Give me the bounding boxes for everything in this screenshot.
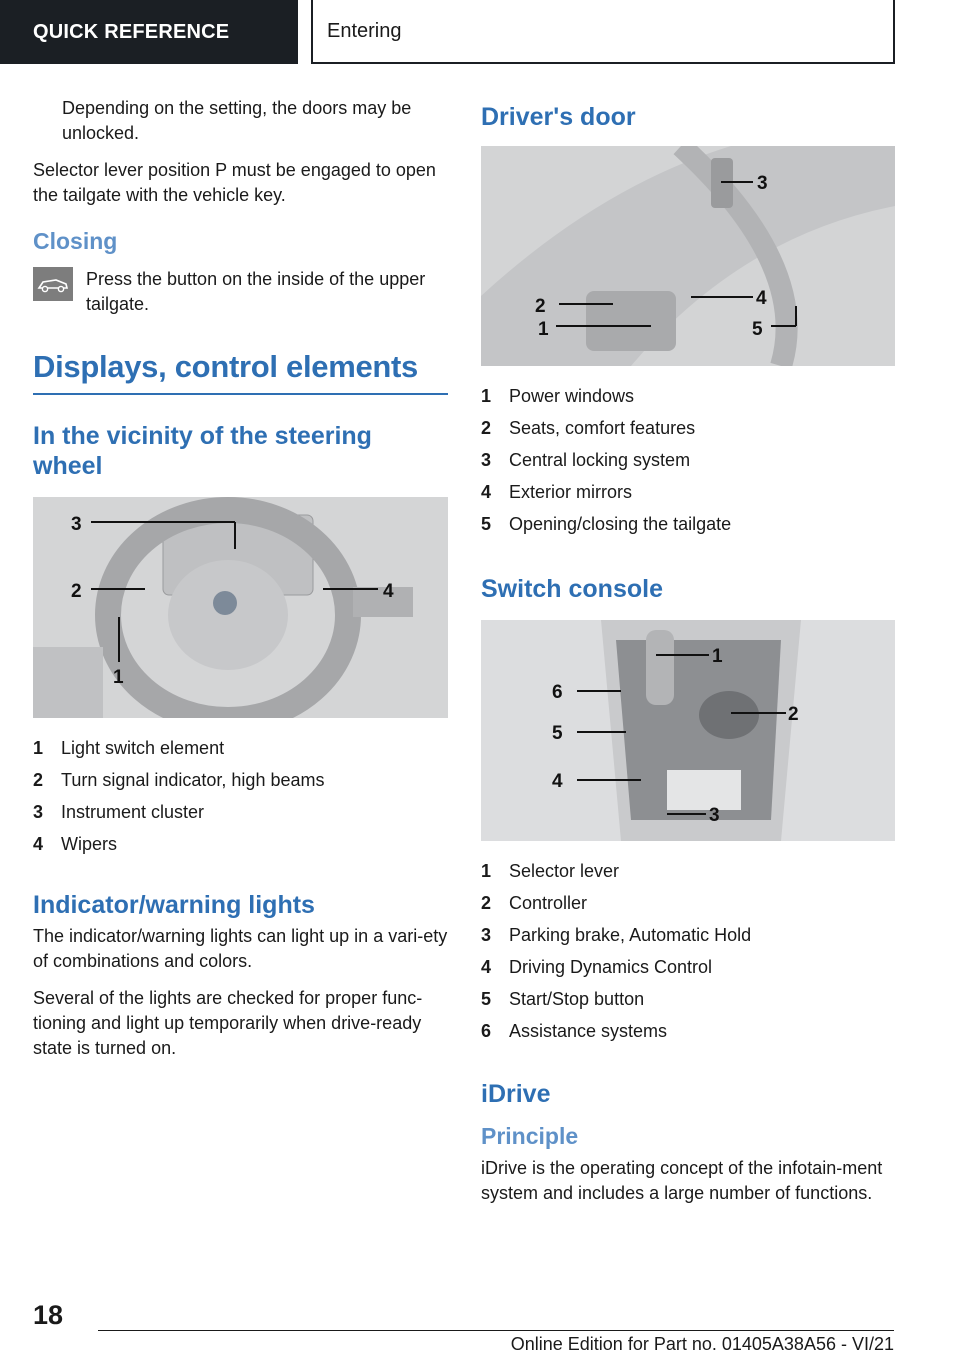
callout-3: 3 [71, 514, 82, 535]
door-legend [481, 380, 895, 540]
callout-2: 2 [535, 296, 546, 317]
topic-tab: Entering [311, 0, 895, 64]
callout-4: 4 [552, 771, 563, 792]
list-item: 3 Central locking system [481, 450, 691, 470]
list-item: 4 Exterior mirrors [481, 482, 633, 502]
list-item: 1 Light switch element [33, 738, 225, 758]
drivers-door-figure [481, 146, 895, 366]
tailgate-car-icon [33, 267, 73, 301]
console-legend [481, 855, 895, 1047]
callout-2: 2 [71, 581, 82, 602]
callout-4: 4 [383, 581, 394, 602]
section-title: Displays, control elements [33, 349, 448, 395]
callout-5: 5 [752, 319, 763, 340]
callout-5: 5 [552, 723, 563, 744]
steering-wheel-figure [33, 497, 448, 718]
steering-legend [33, 732, 448, 860]
console-heading: Switch console [481, 575, 663, 603]
closing-heading: Closing [33, 228, 118, 254]
page-number: 18 [33, 1300, 64, 1330]
list-item: 5 Opening/closing the tailgate [481, 514, 732, 534]
list-item: 3 Parking brake, Automatic Hold [481, 925, 752, 945]
selector-note: Selector lever position P must be engaged to open the tailgate with the vehicle key. [33, 160, 436, 205]
list-item: 2 Controller [481, 893, 588, 913]
principle-text: iDrive is the operating concept of the infotain‐ment system and includes a large number of functions. [481, 1158, 883, 1203]
callout-6: 6 [552, 682, 563, 703]
idrive-heading: iDrive [481, 1080, 551, 1108]
closing-text: Press the button on the inside of the upper tailgate. [86, 269, 426, 314]
unlock-note: Depending on the setting, the doors may be unlocked. [62, 98, 412, 143]
callout-1: 1 [712, 646, 723, 667]
callout-4: 4 [756, 288, 767, 309]
list-item: 2 Turn signal indicator, high beams [33, 770, 325, 790]
callout-1: 1 [113, 667, 124, 688]
list-item: 2 Seats, comfort features [481, 418, 696, 438]
list-item: 4 Driving Dynamics Control [481, 957, 713, 977]
callout-1: 1 [538, 319, 549, 340]
list-item: 1 Power windows [481, 386, 635, 406]
list-item: 5 Start/Stop button [481, 989, 645, 1009]
list-item: 4 Wipers [33, 834, 118, 854]
edition-footer: Online Edition for Part no. 01405A38A56 - VI/21 [510, 1334, 894, 1354]
list-item: 1 Selector lever [481, 861, 620, 881]
switch-console-figure [481, 620, 895, 841]
callout-3: 3 [709, 805, 720, 826]
indicator-text-1: The indicator/warning lights can light up in a vari‐ety of combinations and colors. [33, 926, 448, 971]
closing-row [33, 267, 448, 317]
list-item: 6 Assistance systems [481, 1021, 668, 1041]
principle-heading: Principle [481, 1123, 579, 1149]
section-tab: QUICK REFERENCE [0, 0, 298, 64]
steering-heading: In the vicinity of the steering wheel [33, 422, 372, 480]
indicator-heading: Indicator/warning lights [33, 891, 315, 919]
callout-3: 3 [757, 173, 768, 194]
right-column [481, 96, 895, 1218]
left-column [33, 96, 448, 1073]
door-heading: Driver's door [481, 103, 636, 131]
footer-divider [98, 1330, 894, 1331]
indicator-text-2: Several of the lights are checked for proper func‐tioning and light up temporarily when drive-ready state is turned on. [33, 988, 423, 1058]
list-item: 3 Instrument cluster [33, 802, 205, 822]
callout-2: 2 [788, 704, 799, 725]
